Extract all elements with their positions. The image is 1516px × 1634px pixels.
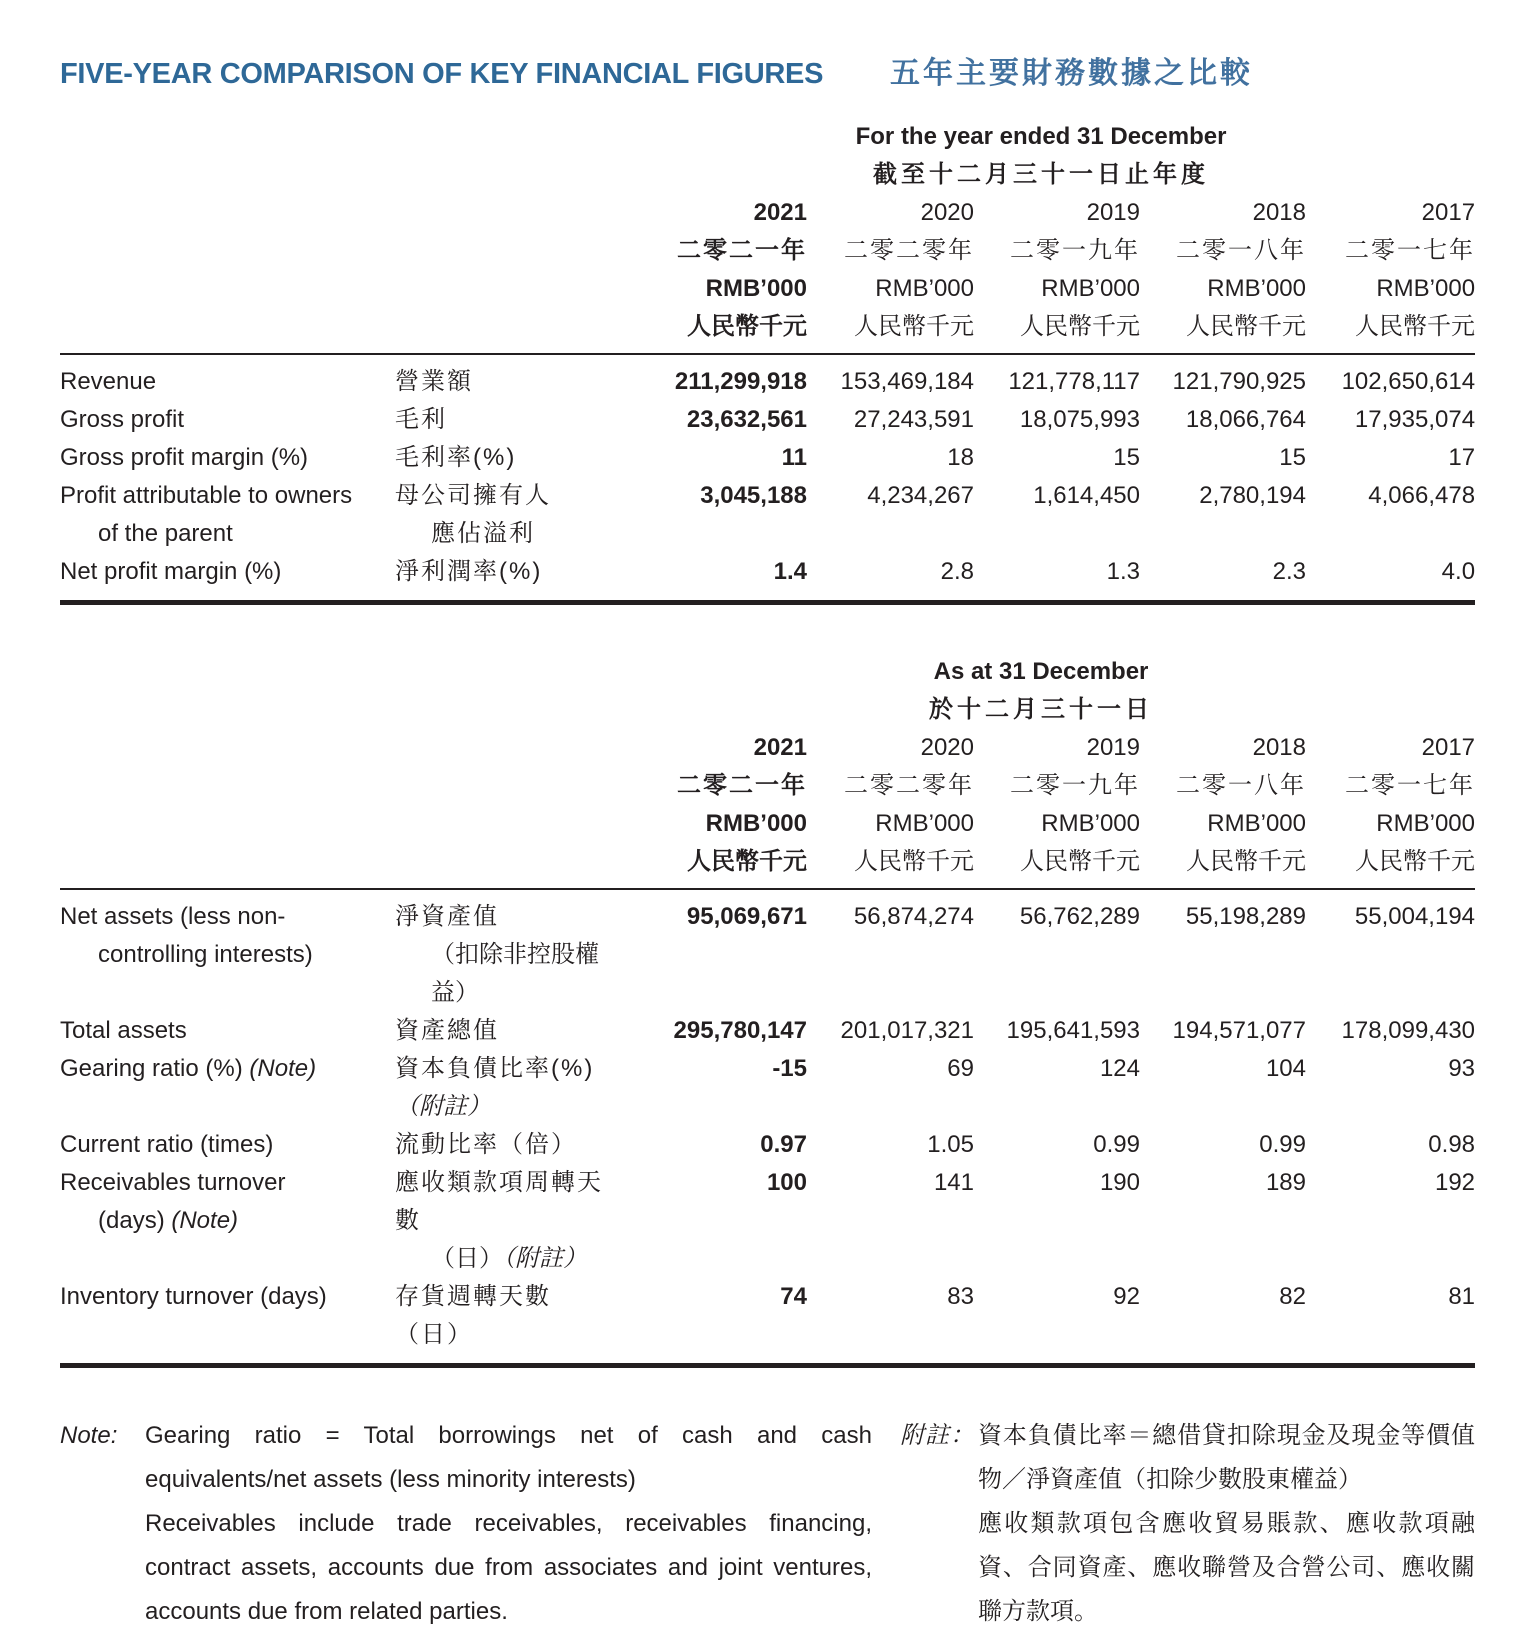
spacer-cell <box>60 270 607 308</box>
unit-header: RMB’000 <box>1207 810 1306 837</box>
row-gross-profit <box>60 401 1475 439</box>
unit-header: RMB’000 <box>1207 275 1306 302</box>
unit-header: RMB’000 <box>1376 275 1476 302</box>
label-cell-zh <box>395 1050 607 1126</box>
label-line-1: Net assets (less non- <box>60 903 286 930</box>
unit-header: RMB’000 <box>875 810 974 837</box>
spacer-cell <box>60 232 607 270</box>
period-heading-en: As at 31 December <box>933 658 1149 685</box>
value-cell: 201,017,321 <box>840 1017 974 1044</box>
year-header-zh: 二零一九年 <box>1010 772 1140 799</box>
value-cell: 23,632,561 <box>686 406 807 433</box>
value-cell: 100 <box>766 1169 807 1196</box>
year-header: 2021 <box>753 734 807 761</box>
note-label-zh: 附註： <box>900 1422 975 1449</box>
label-line-1: 應收類款項周轉天數 <box>395 1169 603 1234</box>
year-header-row-zh <box>60 767 1475 805</box>
period-heading-en: For the year ended 31 December <box>855 123 1227 150</box>
spacer-cell <box>60 729 607 767</box>
label-line-1: 母公司擁有人 <box>395 482 551 509</box>
label-text: （日） <box>431 1245 503 1272</box>
unit-row-zh <box>60 308 1475 354</box>
label-cell-en <box>60 1050 395 1126</box>
label-line-2: of the parent <box>98 520 233 547</box>
value-cell: 2.3 <box>1140 553 1306 603</box>
year-header-row <box>60 194 1475 232</box>
note-column-zh <box>900 1414 1475 1634</box>
row-gross-profit-margin <box>60 439 1475 477</box>
value-cell: 81 <box>1306 1278 1475 1366</box>
note-column-en <box>60 1414 872 1634</box>
year-header: 2020 <box>920 199 974 226</box>
label-text: 資本負債比率(%) <box>395 1055 595 1082</box>
label-line-2: controlling interests) <box>98 941 313 968</box>
unit-header-zh: 人民幣千元 <box>1140 308 1306 354</box>
label-cell-en: Gross profit margin (%) <box>60 444 309 471</box>
value-cell: 121,790,925 <box>1172 368 1306 395</box>
label-cell-en <box>60 889 395 1012</box>
value-cell: 4,234,267 <box>867 482 974 509</box>
year-header: 2018 <box>1252 734 1306 761</box>
label-cell-en: Inventory turnover (days) <box>60 1278 395 1366</box>
value-cell: 190 <box>1099 1169 1140 1196</box>
unit-header-zh: 人民幣千元 <box>974 308 1140 354</box>
row-total-assets <box>60 1012 1475 1050</box>
value-cell: 0.99 <box>1259 1131 1306 1158</box>
label-cell-zh: 資產總值 <box>395 1017 499 1044</box>
value-cell: 211,299,918 <box>674 368 807 395</box>
value-cell: 18,066,764 <box>1185 406 1306 433</box>
unit-header: RMB’000 <box>1376 810 1476 837</box>
unit-row-zh <box>60 843 1475 889</box>
label-cell-zh: 淨利潤率(%) <box>395 553 607 603</box>
value-cell: 74 <box>607 1278 807 1366</box>
label-cell-en <box>60 1164 395 1278</box>
value-cell: 0.99 <box>1093 1131 1140 1158</box>
value-cell: 295,780,147 <box>673 1017 807 1044</box>
value-cell: 83 <box>807 1278 974 1366</box>
label-text: (days) <box>98 1207 172 1234</box>
label-cell-zh <box>395 889 607 1012</box>
row-revenue <box>60 354 1475 401</box>
note-paragraph: Gearing ratio = Total borrowings net of cash and cash equivalents/net assets (less minority interests) <box>145 1422 872 1493</box>
unit-header-zh: 人民幣千元 <box>1140 843 1306 889</box>
year-header-zh: 二零二零年 <box>844 237 974 264</box>
value-cell: 195,641,593 <box>1006 1017 1140 1044</box>
label-cell-zh: 營業額 <box>395 368 473 395</box>
value-cell: 0.98 <box>1428 1131 1476 1158</box>
value-cell: 93 <box>1448 1055 1476 1082</box>
unit-header-zh: 人民幣千元 <box>974 843 1140 889</box>
unit-header: RMB’000 <box>875 275 974 302</box>
label-cell-zh: 毛利 <box>395 406 447 433</box>
year-header: 2017 <box>1421 199 1476 226</box>
unit-header: RMB’000 <box>1041 810 1140 837</box>
row-net-assets <box>60 889 1475 1012</box>
balance-figures-table <box>60 653 1475 1368</box>
value-cell: 15 <box>1113 444 1140 471</box>
label-note-italic: （附註） <box>395 1093 491 1120</box>
value-cell: 104 <box>1265 1055 1306 1082</box>
label-cell-zh: 毛利率(%) <box>395 444 517 471</box>
year-header-zh: 二零一七年 <box>1345 237 1476 264</box>
value-cell: 0.97 <box>760 1131 807 1158</box>
value-cell: 1,614,450 <box>1033 482 1140 509</box>
unit-header: RMB’000 <box>1041 275 1140 302</box>
value-cell: 189 <box>1265 1169 1306 1196</box>
unit-row <box>60 805 1475 843</box>
note-paragraph: Receivables include trade receivables, receivables financing, contract assets, accounts due from associates and joint ventures, accounts due from related parties. <box>145 1510 872 1625</box>
value-cell: 69 <box>947 1055 974 1082</box>
label-note-italic: (Note) <box>249 1055 317 1082</box>
unit-header-zh: 人民幣千元 <box>607 843 807 889</box>
label-line-2 <box>60 1202 395 1240</box>
spacer-cell <box>60 308 607 354</box>
value-cell: 121,778,117 <box>1008 368 1140 395</box>
unit-header: RMB’000 <box>705 275 807 302</box>
note-paragraph: 資本負債比率＝總借貸扣除現金及現金等價值物／淨資產值（扣除少數股東權益） <box>978 1422 1475 1493</box>
label-cell-en: Gross profit <box>60 406 185 433</box>
spacer-cell <box>60 653 607 691</box>
spacer-cell <box>60 805 607 843</box>
label-note-italic: （附註） <box>503 1245 587 1272</box>
value-cell: 178,099,430 <box>1341 1017 1476 1044</box>
value-cell: 153,469,184 <box>840 368 974 395</box>
value-cell: 4,066,478 <box>1368 482 1476 509</box>
value-cell: 11 <box>781 444 807 471</box>
spacer-cell <box>60 691 607 729</box>
year-header: 2019 <box>1086 734 1140 761</box>
row-net-profit-margin <box>60 553 1475 603</box>
year-header: 2017 <box>1421 734 1476 761</box>
value-cell: 55,004,194 <box>1354 903 1476 930</box>
label-cell-en: Net profit margin (%) <box>60 553 395 603</box>
period-heading-zh: 於十二月三十一日 <box>929 696 1153 723</box>
page-title-zh: 五年主要財務數據之比較 <box>890 57 1253 90</box>
label-note-italic: (Note) <box>171 1207 239 1234</box>
unit-header-zh: 人民幣千元 <box>1306 308 1475 354</box>
year-header: 2020 <box>920 734 974 761</box>
year-header-row <box>60 729 1475 767</box>
value-cell: 4.0 <box>1306 553 1475 603</box>
note-text-zh <box>978 1414 1475 1634</box>
value-cell: 56,874,274 <box>853 903 974 930</box>
value-cell: 17 <box>1448 444 1476 471</box>
unit-header-zh: 人民幣千元 <box>1306 843 1475 889</box>
label-line-2: 應佔溢利 <box>431 520 535 547</box>
value-cell: 18,075,993 <box>1019 406 1140 433</box>
value-cell: 17,935,074 <box>1354 406 1476 433</box>
year-header-zh: 二零一八年 <box>1176 772 1306 799</box>
value-cell: -15 <box>772 1055 807 1082</box>
label-line-2: （扣除非控股權益） <box>431 941 599 1006</box>
row-current-ratio <box>60 1126 1475 1164</box>
label-cell-en: Revenue <box>60 368 157 395</box>
value-cell: 1.3 <box>974 553 1140 603</box>
label-text: Gearing ratio (%) <box>60 1055 250 1082</box>
label-cell-zh: 存貨週轉天數（日） <box>395 1278 607 1366</box>
value-cell: 1.05 <box>927 1131 974 1158</box>
value-cell: 124 <box>1099 1055 1140 1082</box>
value-cell: 3,045,188 <box>700 482 807 509</box>
value-cell: 141 <box>933 1169 974 1196</box>
period-row-zh <box>60 156 1475 194</box>
label-line-1: Receivables turnover <box>60 1169 286 1196</box>
period-heading-zh: 截至十二月三十一日止年度 <box>873 161 1210 188</box>
year-header: 2021 <box>753 199 807 226</box>
value-cell: 55,198,289 <box>1185 903 1306 930</box>
year-header: 2018 <box>1252 199 1306 226</box>
unit-header-zh: 人民幣千元 <box>807 308 974 354</box>
value-cell: 194,571,077 <box>1172 1017 1306 1044</box>
unit-header: RMB’000 <box>705 810 807 837</box>
label-line-1: 淨資產值 <box>395 903 499 930</box>
spacer-cell <box>60 843 607 889</box>
value-cell: 15 <box>1279 444 1306 471</box>
label-cell-zh <box>395 1164 607 1278</box>
year-header: 2019 <box>1086 199 1140 226</box>
row-gearing-ratio <box>60 1050 1475 1126</box>
page-title-en: FIVE-YEAR COMPARISON OF KEY FINANCIAL FIGURES <box>60 58 824 90</box>
page-title-bar <box>60 48 1475 92</box>
label-cell-zh: 流動比率（倍） <box>395 1131 577 1158</box>
note-text-en <box>145 1414 872 1634</box>
label-cell-zh <box>395 477 607 553</box>
row-inventory-turnover <box>60 1278 1475 1366</box>
label-cell-en <box>60 477 395 553</box>
value-cell: 102,650,614 <box>1341 368 1476 395</box>
year-header-zh: 二零二一年 <box>677 237 807 264</box>
label-cell-en: Current ratio (times) <box>60 1131 274 1158</box>
value-cell: 82 <box>1140 1278 1306 1366</box>
unit-header-zh: 人民幣千元 <box>807 843 974 889</box>
spacer-cell <box>60 118 607 156</box>
value-cell: 56,762,289 <box>1019 903 1140 930</box>
income-figures-table <box>60 118 1475 605</box>
unit-row <box>60 270 1475 308</box>
value-cell: 2,780,194 <box>1199 482 1306 509</box>
value-cell: 2.8 <box>807 553 974 603</box>
value-cell: 1.4 <box>607 553 807 603</box>
row-receivables-turnover <box>60 1164 1475 1278</box>
label-cell-en: Total assets <box>60 1017 187 1044</box>
value-cell: 27,243,591 <box>853 406 974 433</box>
year-header-zh: 二零一七年 <box>1345 772 1476 799</box>
label-line-1: Profit attributable to owners <box>60 482 353 509</box>
spacer-cell <box>60 156 607 194</box>
year-header-zh: 二零一八年 <box>1176 237 1306 264</box>
value-cell: 18 <box>947 444 974 471</box>
period-row-en <box>60 653 1475 691</box>
unit-header-zh: 人民幣千元 <box>607 308 807 354</box>
spacer-cell <box>60 767 607 805</box>
value-cell: 95,069,671 <box>686 903 807 930</box>
period-row-en <box>60 118 1475 156</box>
year-header-zh: 二零二一年 <box>677 772 807 799</box>
value-cell: 192 <box>1434 1169 1476 1196</box>
label-line-2 <box>395 1240 607 1278</box>
note-label-en: Note: <box>60 1422 118 1449</box>
year-header-row-zh <box>60 232 1475 270</box>
period-row-zh <box>60 691 1475 729</box>
notes-section <box>60 1414 1475 1634</box>
value-cell: 92 <box>974 1278 1140 1366</box>
year-header-zh: 二零一九年 <box>1010 237 1140 264</box>
row-profit-attributable <box>60 477 1475 553</box>
year-header-zh: 二零二零年 <box>844 772 974 799</box>
note-paragraph: 應收類款項包含應收貿易賬款、應收款項融資、合同資產、應收聯營及合營公司、應收關聯方款項。 <box>978 1510 1475 1625</box>
spacer-cell <box>60 194 607 232</box>
